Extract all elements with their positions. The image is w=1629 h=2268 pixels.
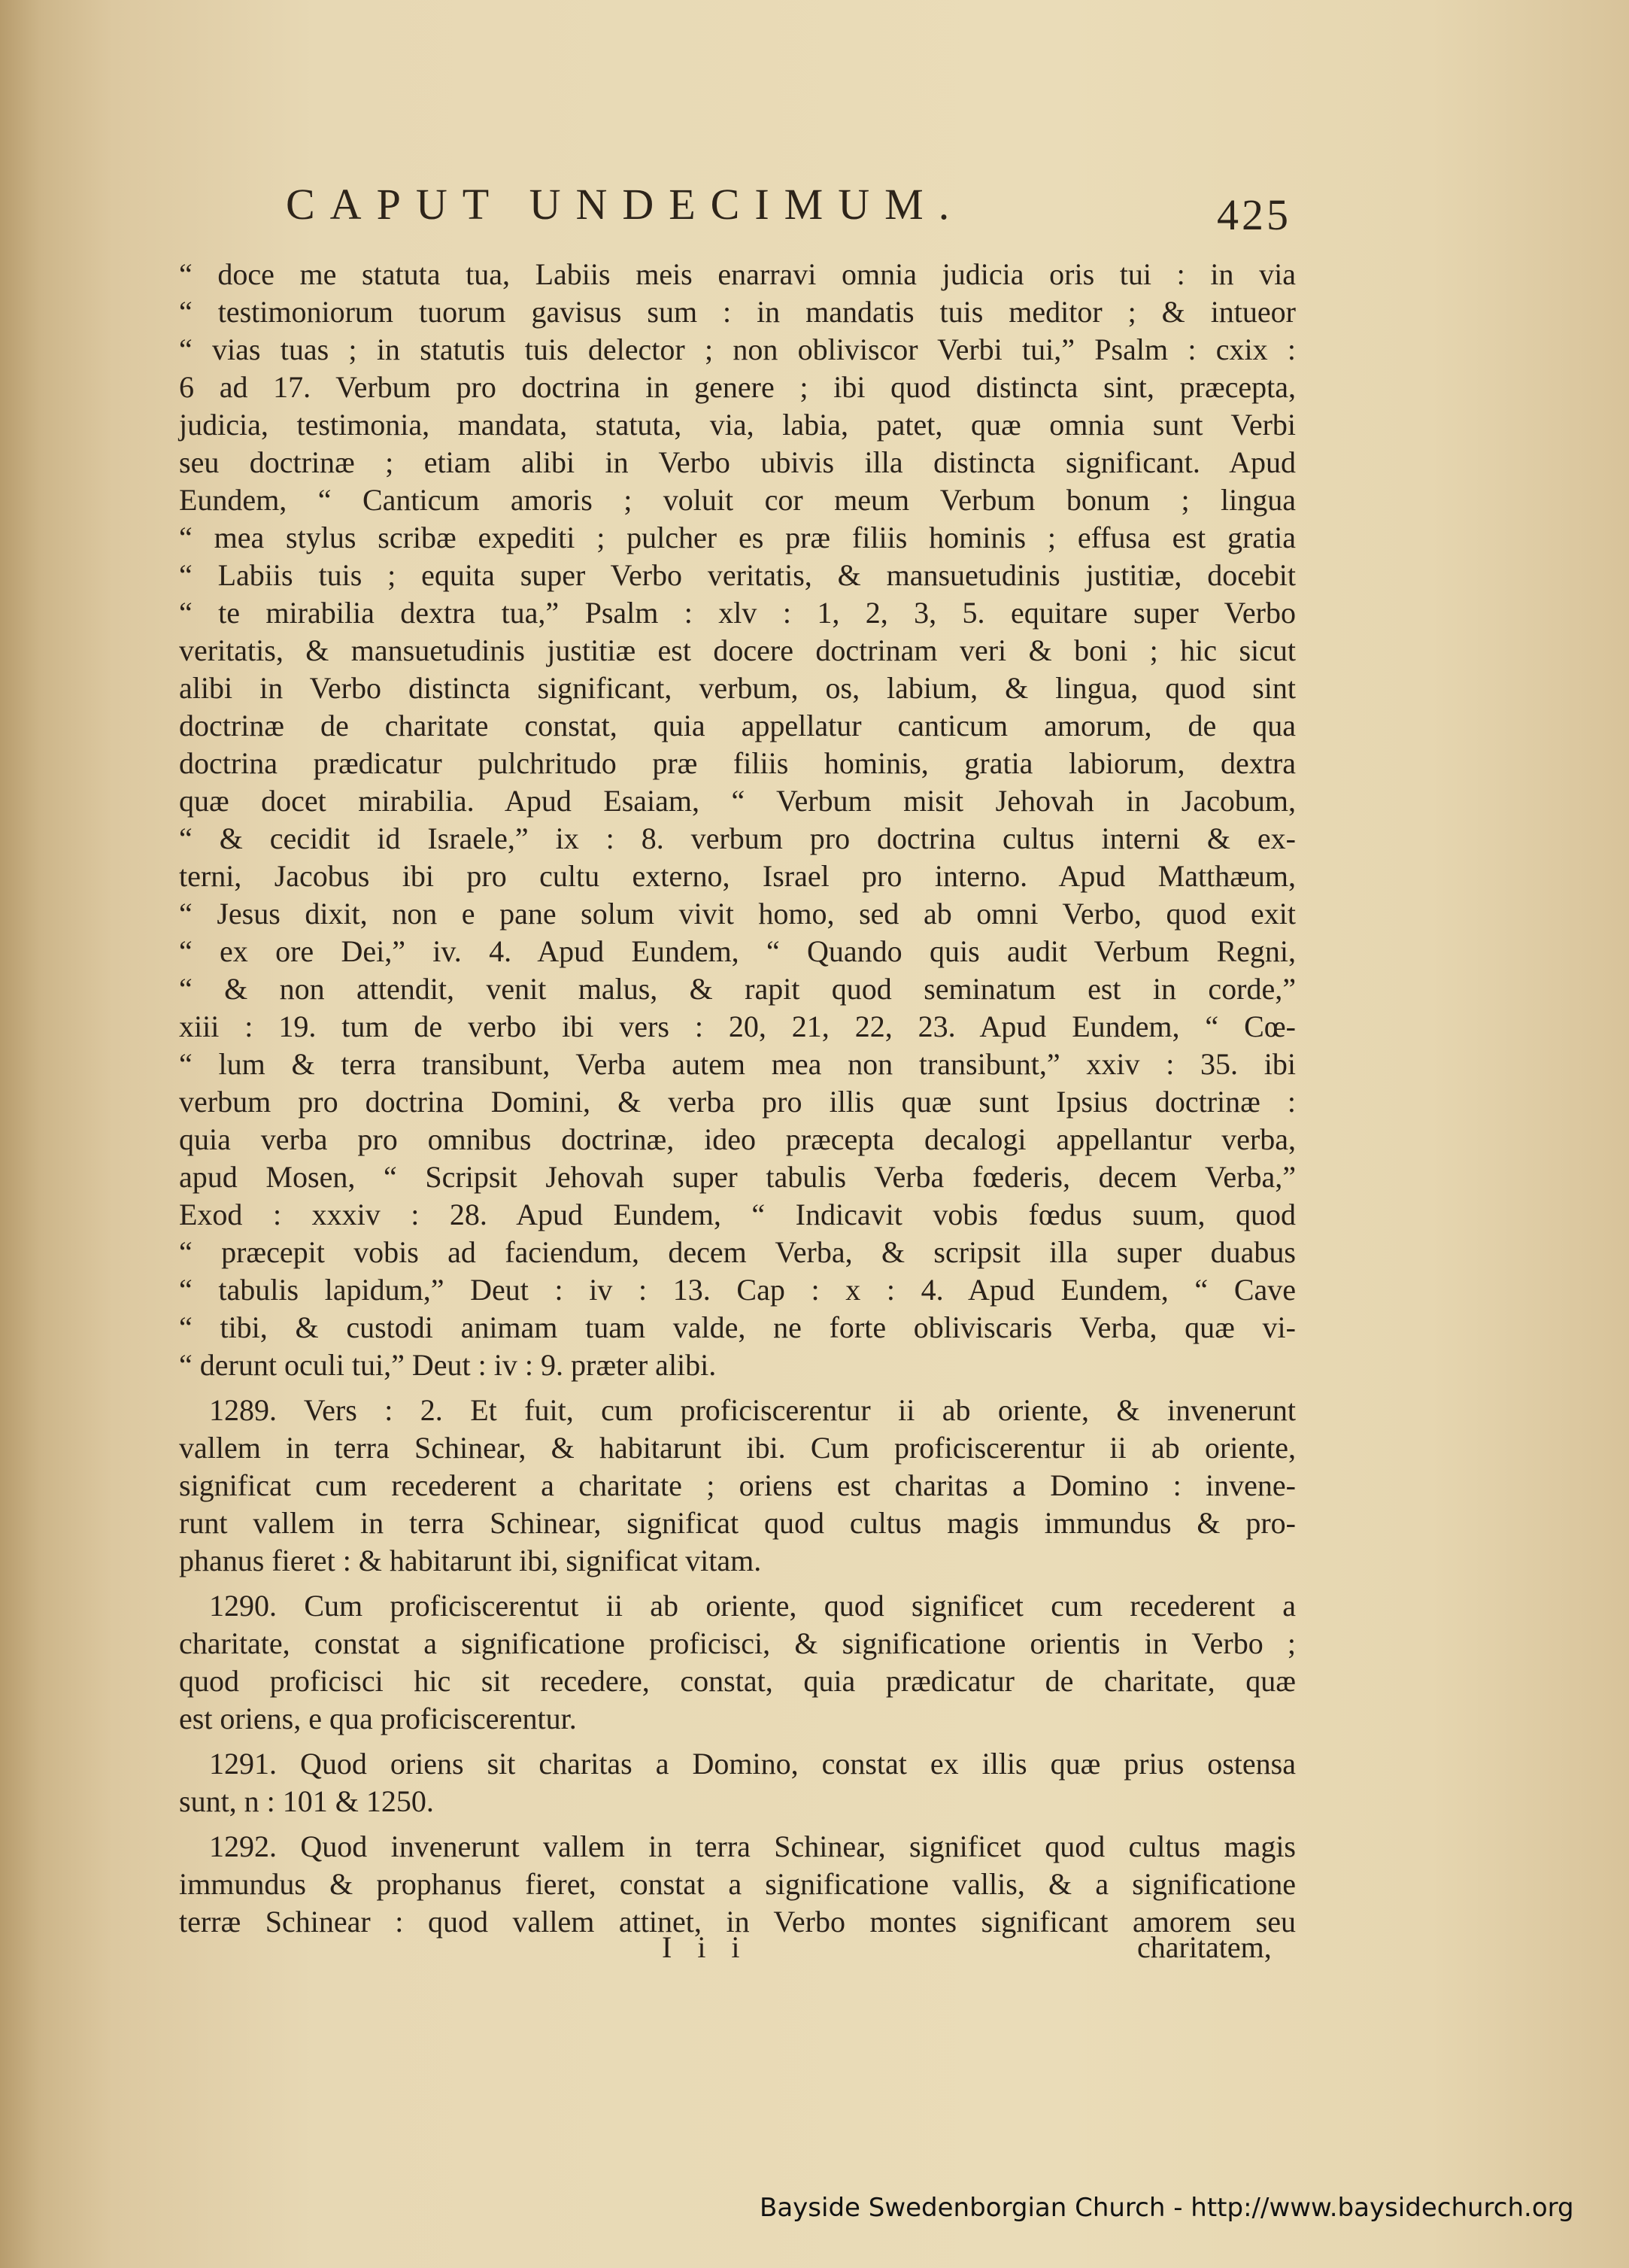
text-line: “ lum & terra transibunt, Verba autem mea non transibunt,” xxiv : 35. ibi xyxy=(179,1047,1296,1081)
text-line: terræ Schinear : quod vallem attinet, in Verbo montes significant amorem seu xyxy=(179,1905,1296,1939)
text-line: doctrinæ de charitate constat, quia appellatur canticum amorum, de qua xyxy=(179,709,1296,742)
text-line: quæ docet mirabilia. Apud Esaiam, “ Verbum misit Jehovah in Jacobum, xyxy=(179,784,1296,818)
body-text xyxy=(179,256,1296,1941)
text-line: “ tabulis lapidum,” Deut : iv : 13. Cap : x : 4. Apud Eundem, “ Cave xyxy=(179,1273,1296,1307)
text-line: verbum pro doctrina Domini, & verba pro illis quæ sunt Ipsius doctrinæ : xyxy=(179,1085,1296,1119)
signature-mark: I i i xyxy=(662,1930,749,1964)
text-line: “ Labiis tuis ; equita super Verbo veritatis, & mansuetudinis justitiæ, docebit xyxy=(179,558,1296,592)
text-line: runt vallem in terra Schinear, significat quod cultus magis immundus & pro- xyxy=(179,1506,1296,1540)
running-head-title: CAPUT UNDECIMUM. xyxy=(286,180,965,229)
text-line: immundus & prophanus fieret, constat a significatione vallis, & a significatione xyxy=(179,1867,1296,1901)
text-line: “ te mirabilia dextra tua,” Psalm : xlv : 1, 2, 3, 5. equitare super Verbo xyxy=(179,596,1296,630)
text-line: “ tibi, & custodi animam tuam valde, ne forte obliviscaris Verba, quæ vi- xyxy=(179,1310,1296,1344)
text-line: significat cum recederent a charitate ; oriens est charitas a Domino : invene- xyxy=(179,1468,1296,1502)
text-line: apud Mosen, “ Scripsit Jehovah super tabulis Verba fœderis, decem Verba,” xyxy=(179,1160,1296,1194)
text-line: terni, Jacobus ibi pro cultu externo, Israel pro interno. Apud Matthæum, xyxy=(179,859,1296,893)
text-line: “ & non attendit, venit malus, & rapit quod seminatum est in corde,” xyxy=(179,972,1296,1006)
text-line: quia verba pro omnibus doctrinæ, ideo præcepta decalogi appellantur verba, xyxy=(179,1122,1296,1156)
text-line: judicia, testimonia, mandata, statuta, via, labia, patet, quæ omnia sunt Verbi xyxy=(179,408,1296,442)
paragraph-1292-start: 1292. Quod invenerunt vallem in terra Schinear, significet quod cultus magis xyxy=(209,1829,1296,1863)
paragraph-1290-start: 1290. Cum proficiscerentut ii ab oriente, quod significet cum recederent a xyxy=(209,1589,1296,1623)
text-line: “ ex ore Dei,” iv. 4. Apud Eundem, “ Quando quis audit Verbum Regni, xyxy=(179,934,1296,968)
text-line: “ & cecidit id Israele,” ix : 8. verbum pro doctrina cultus interni & ex- xyxy=(179,821,1296,855)
text-line: 6 ad 17. Verbum pro doctrina in genere ; ibi quod distincta sint, præcepta, xyxy=(179,370,1296,404)
text-line: Exod : xxxiv : 28. Apud Eundem, “ Indicavit vobis fœdus suum, quod xyxy=(179,1198,1296,1231)
text-line: est oriens, e qua proficiscerentur. xyxy=(179,1702,577,1735)
text-line: “ mea stylus scribæ expediti ; pulcher es præ filiis hominis ; effusa est gratia xyxy=(179,521,1296,554)
text-line: veritatis, & mansuetudinis justitiæ est docere doctrinam veri & boni ; hic sicut xyxy=(179,633,1296,667)
text-line: doctrina prædicatur pulchritudo præ filiis hominis, gratia labiorum, dextra xyxy=(179,746,1296,780)
text-line: seu doctrinæ ; etiam alibi in Verbo ubivis illa distincta significant. Apud xyxy=(179,445,1296,479)
text-line: vallem in terra Schinear, & habitarunt ibi. Cum proficiscerentur ii ab oriente, xyxy=(179,1431,1296,1465)
paragraph-1289-start: 1289. Vers : 2. Et fuit, cum proficiscerentur ii ab oriente, & invenerunt xyxy=(209,1393,1296,1427)
text-line: charitate, constat a significatione proficisci, & significatione orientis in Verbo ; xyxy=(179,1626,1296,1660)
text-line: “ vias tuas ; in statutis tuis delector ; non obliviscor Verbi tui,” Psalm : cxix : xyxy=(179,332,1296,366)
text-line: “ Jesus dixit, non e pane solum vivit homo, sed ab omni Verbo, quod exit xyxy=(179,897,1296,931)
text-line: “ testimoniorum tuorum gavisus sum : in mandatis tuis meditor ; & intueor xyxy=(179,295,1296,329)
watermark: Bayside Swedenborgian Church - http://www.baysidechurch.org xyxy=(760,2193,1574,2223)
text-line: Eundem, “ Canticum amoris ; voluit cor meum Verbum bonum ; lingua xyxy=(179,483,1296,517)
text-line: quod proficisci hic sit recedere, constat, quia prædicatur de charitate, quæ xyxy=(179,1664,1296,1698)
text-line: “ derunt oculi tui,” Deut : iv : 9. præter alibi. xyxy=(179,1348,717,1382)
paragraph-1291-start: 1291. Quod oriens sit charitas a Domino, constat ex illis quæ prius ostensa xyxy=(209,1747,1296,1781)
text-line: alibi in Verbo distincta significant, verbum, os, labium, & lingua, quod sint xyxy=(179,671,1296,705)
text-line: xiii : 19. tum de verbo ibi vers : 20, 21, 22, 23. Apud Eundem, “ Cœ- xyxy=(179,1010,1296,1043)
text-line: sunt, n : 101 & 1250. xyxy=(179,1784,434,1818)
text-line: phanus fieret : & habitarunt ibi, significat vitam. xyxy=(179,1544,762,1577)
page-number: 425 xyxy=(1217,190,1291,239)
text-line: “ doce me statuta tua, Labiis meis enarravi omnia judicia oris tui : in via xyxy=(179,257,1296,291)
text-line: “ præcepit vobis ad faciendum, decem Verba, & scripsit illa super duabus xyxy=(179,1235,1296,1269)
catchword: charitatem, xyxy=(1137,1930,1272,1964)
